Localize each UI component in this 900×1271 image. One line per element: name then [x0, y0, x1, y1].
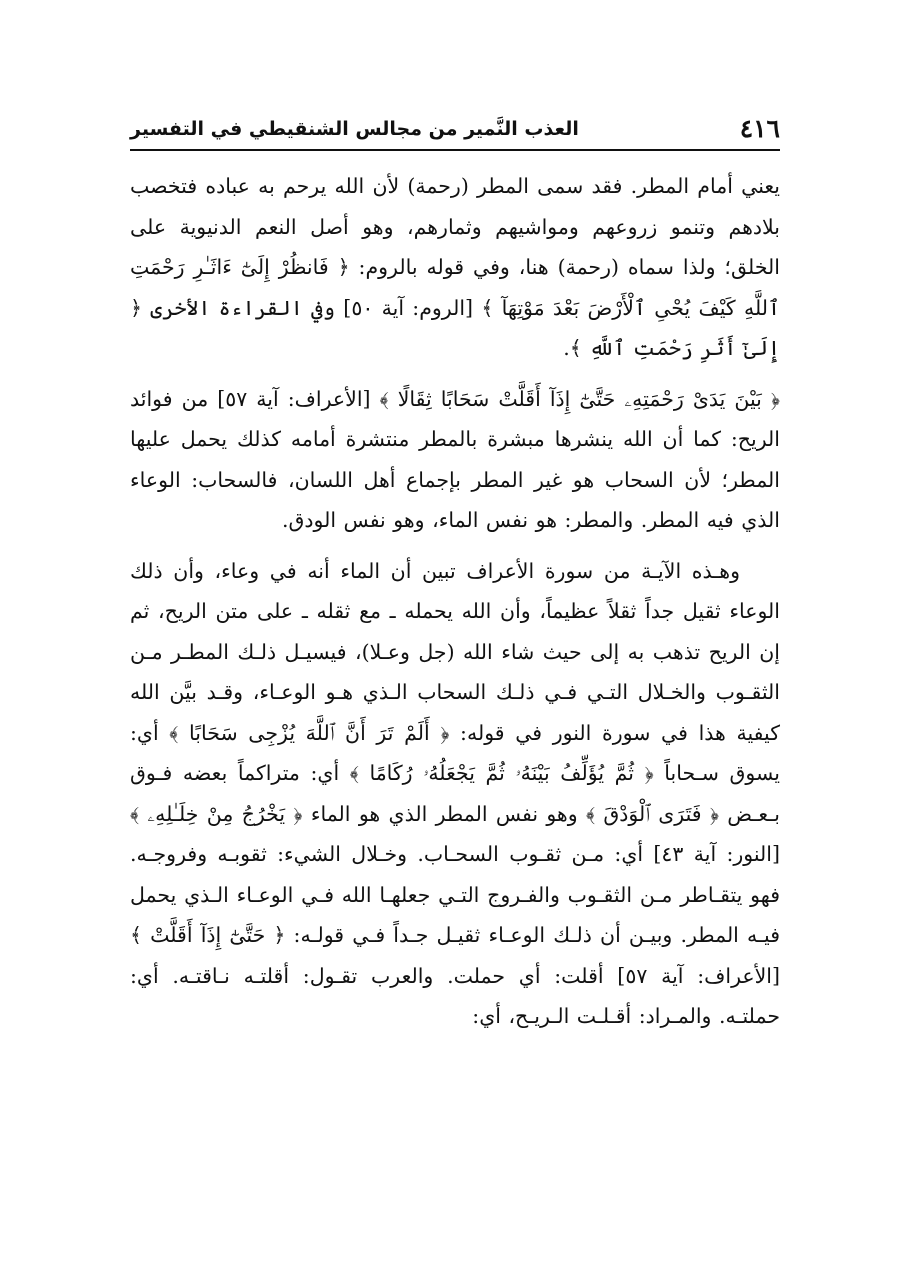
running-title: العذب النَّمير من مجالس الشنقيطي في التفسير	[130, 118, 579, 140]
page-body	[130, 166, 780, 1037]
paragraph-3: وهـذه الآيـة من سورة الأعراف تبين أن الماء أنه في وعاء، وأن ذلك الوعاء ثقيل جداً ثقلاً عظيماً، وأن الله يحمله ـ مع ثقله ـ على متن الريح، ثم إن الريح تذهب به إلى حيث شاء الله (جل وعـلا)، فيسيـل ذلـك المطـر مـن الثقـوب والخـلال التـي فـي ذلـك السحاب الـذي هـو الوعـاء، وقـد بيَّن الله كيفية هذا في سورة النور في قوله: ﴿ أَلَمْ تَرَ أَنَّ ٱللَّهَ يُزْجِى سَحَابًا ﴾ أي: يسوق سـحاباً ﴿ ثُمَّ يُؤَلِّفُ بَيْنَهُۥ ثُمَّ يَجْعَلُهُۥ رُكَامًا ﴾ أي: متراكماً بعضه فـوق بـعـض ﴿ فَتَرَى ٱلْوَدْقَ ﴾ وهو نفس المطر الذي هو الماء ﴿ يَخْرُجُ مِنْ خِلَـٰلِهِۦ ﴾ [النور: آية ٤٣] أي: مـن ثقـوب السحـاب. وخـلال الشيء: ثقوبـه وفروجـه. فهو يتقـاطر مـن الثقـوب والفـروج التـي جعلهـا الله فـي الوعـاء الـذي يحمل فيـه المطر. وبيـن أن ذلـك الوعـاء ثقيـل جـداً فـي قولـه: ﴿ حَتَّىٰٓ إِذَآ أَقَلَّتْ ﴾ [الأعراف: آية ٥٧] أقلت: أي حملت. والعرب تقـول: أقلتـه نـاقتـه. أي: حملتـه. والمـراد: أقـلـت الـريـح، أي:	[130, 558, 780, 1028]
header-divider	[130, 149, 780, 151]
page-number: ٤١٦	[739, 114, 780, 143]
paragraph-2: ﴿ بَيْنَ يَدَىْ رَحْمَتِهِۦ حَتَّىٰٓ إِذَآ أَقَلَّتْ سَحَابًا ثِقَالًا ﴾ [الأعراف: آية ٥٧] من فوائد الريح: كما أن الله ينشرها مبشرة بالمطر منتشرة أمامه كذلك يحمل عليها المطر؛ لأن السحاب هو غير المطر بإجماع أهل اللسان، فالسحاب: الوعاء الذي فيه المطر. والمطر: هو نفس الماء، وهو نفس الودق.	[130, 386, 781, 532]
page-header	[130, 112, 780, 148]
paragraph-1: يعني أمام المطر. فقد سمى المطر (رحمة) لأن الله يرحم به عباده فتخصب بلادهم وتنمو زروعهم ومواشيهم وثمارهم، وهو أصل النعم الدنيوية على الخلق؛ ولذا سماه (رحمة) هنا، وفي قوله بالروم: ﴿ فَانظُرْ إِلَىٰٓ ءَاثَـٰرِ رَحْمَتِ ٱللَّهِ كَيْفَ يُحْىِ ٱلْأَرْضَ بَعْدَ مَوْتِهَآ ﴾ [الروم: آية ٥٠] وفي القراءة الأخرى ﴿ إِلَىٰٓ أَثَرِ رَحْمَتِ ٱللَّهِ ﴾.	[130, 174, 780, 360]
